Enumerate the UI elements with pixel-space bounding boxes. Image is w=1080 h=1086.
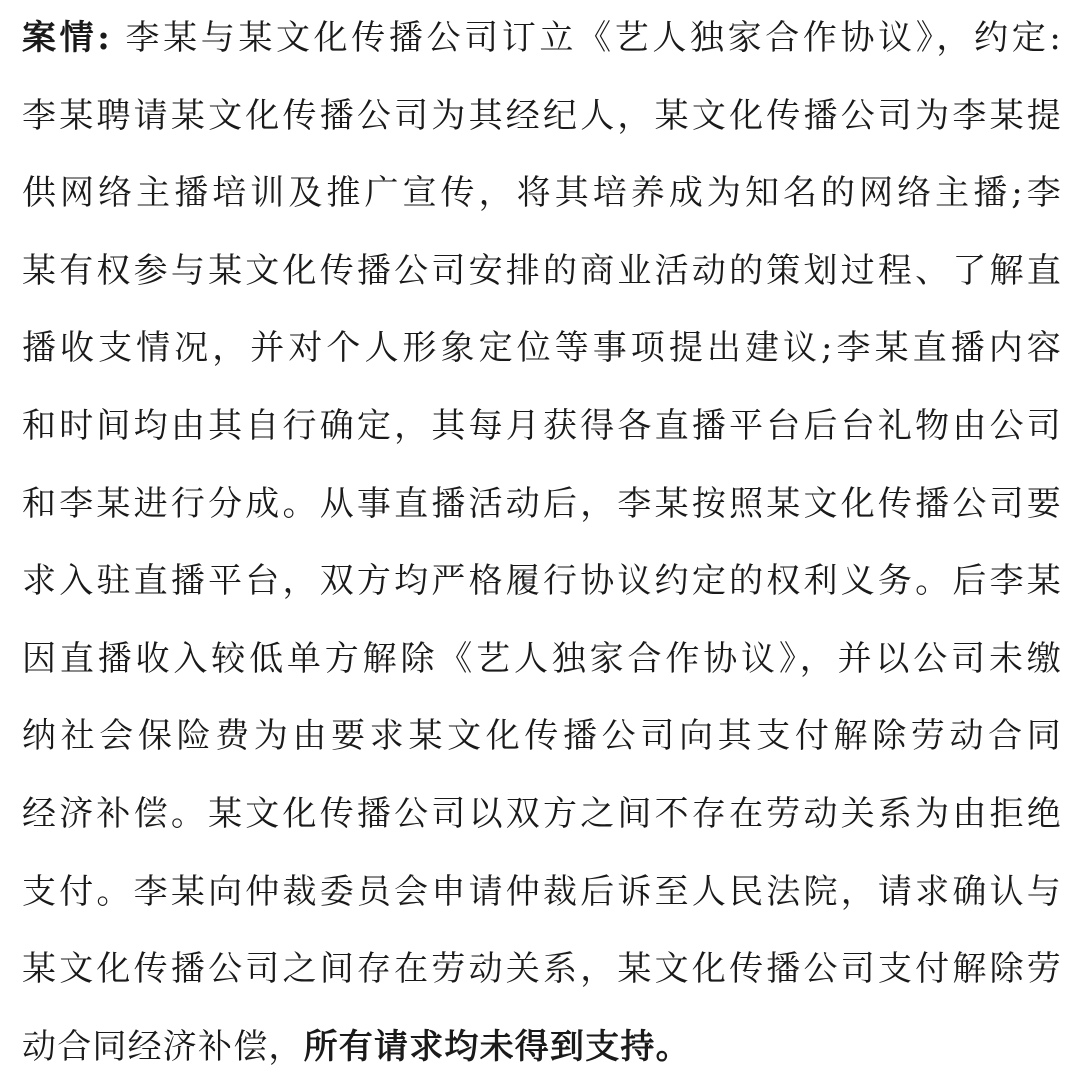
text-line-2: 李某聘请某文化传播公司为其经纪人，某文化传播公司为李某提 [22, 95, 1062, 136]
text-line-12: 支付。李某向仲裁委员会申请仲裁后诉至人民法院，请求确认与 [22, 871, 1062, 912]
text-line-9: 因直播收入较低单方解除《艺人独家合作协议》，并以公司未缴 [22, 638, 1062, 679]
text-line-7: 和李某进行分成。从事直播活动后，李某按照某文化传播公司要 [22, 483, 1062, 524]
text-line-8: 求入驻直播平台，双方均严格履行协议约定的权利义务。后李某 [22, 561, 1062, 602]
text-line-14-plain: 动合同经济补偿， [22, 1026, 304, 1067]
text-line-6: 和时间均由其自行确定，其每月获得各直播平台后台礼物由公司 [22, 405, 1062, 446]
text-line-13: 某文化传播公司之间存在劳动关系，某文化传播公司支付解除劳 [22, 949, 1062, 990]
text-line-1 [22, 0, 1062, 78]
case-text-block [22, 0, 1062, 1086]
conclusion-emphasis: 所有请求均未得到支持。 [303, 1026, 691, 1067]
text-line-1-body: 李某与某文化传播公司订立《艺人独家合作协议》，约定: [111, 18, 1062, 58]
case-label: 案情: [22, 18, 112, 58]
text-line-11: 经济补偿。某文化传播公司以双方之间不存在劳动关系为由拒绝 [22, 793, 1062, 834]
text-line-3: 供网络主播培训及推广宣传，将其培养成为知名的网络主播;李 [22, 173, 1062, 214]
text-line-10: 纳社会保险费为由要求某文化传播公司向其支付解除劳动合同 [22, 716, 1062, 757]
text-line-5: 播收支情况，并对个人形象定位等事项提出建议;李某直播内容 [22, 328, 1062, 369]
text-line-14 [22, 1009, 1062, 1086]
text-line-4: 某有权参与某文化传播公司安排的商业活动的策划过程、了解直 [22, 250, 1062, 291]
